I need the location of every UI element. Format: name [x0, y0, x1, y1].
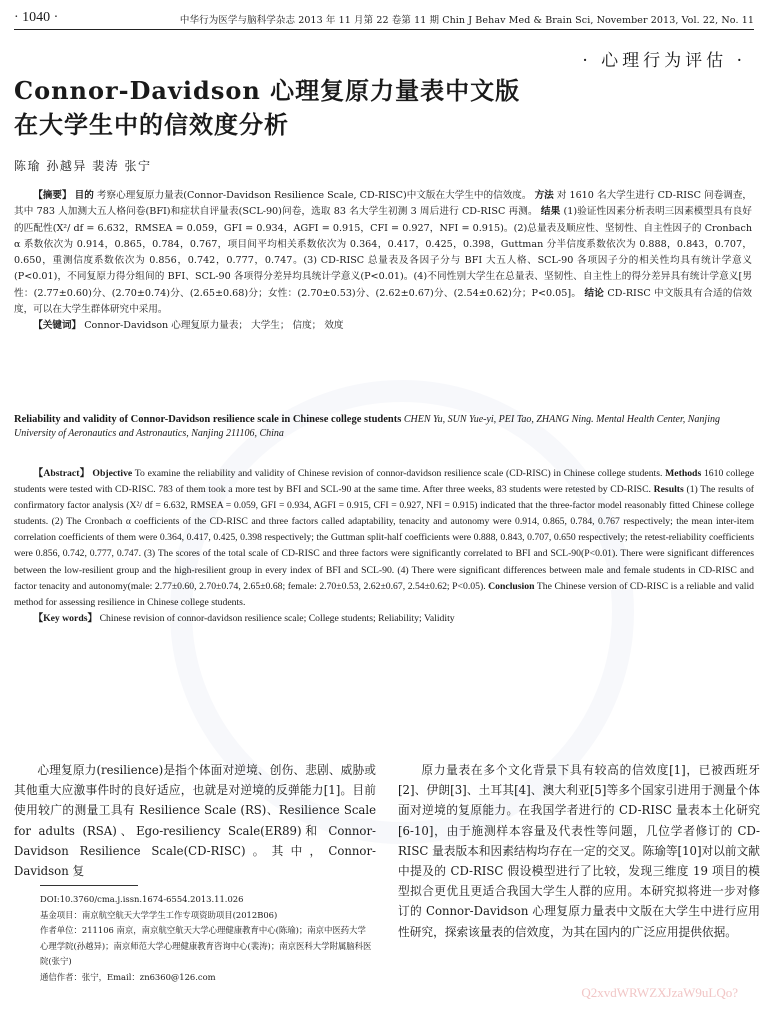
objective-label: 目的 — [74, 190, 94, 201]
en-results-label: Results — [653, 484, 684, 496]
en-keywords-label: 【Key words】 — [33, 612, 98, 624]
en-methods-text: 1610 college students were tested with CD-RISC. 783 of them took a more test by BFI and SCL-90 at the same time. After three weeks, 83 students were retested by CD-RISC. — [14, 468, 754, 496]
footnote-affiliations: 作者单位：211106 南京，南京航空航天大学心理健康教育中心(陈瑜)；南京中医药大学心理学院(孙越异)；南京师范大学心理健康教育咨询中心(裴涛)；南京医科大学附属脑科医院(张宁) — [40, 925, 372, 966]
english-abstract — [14, 466, 754, 627]
footnote-fund: 基金项目：南京航空航天大学学生工作专项资助项目(2012B06) — [40, 909, 278, 920]
abstract-label: 【摘要】 — [33, 190, 72, 201]
keywords-label: 【关键词】 — [33, 320, 82, 332]
english-keywords — [14, 611, 754, 627]
en-abstract-label: 【Abstract】 — [33, 468, 90, 479]
body-column-right — [398, 760, 760, 942]
footnotes — [40, 892, 374, 985]
results-label: 结果 — [540, 206, 561, 218]
conclusion-label: 结论 — [584, 287, 605, 299]
section-tag: · 心理行为评估 · — [582, 51, 746, 71]
en-conclusion-text: The Chinese version of CD-RISC is a reliable and valid method for assessing resilience in Chinese college students. — [14, 580, 754, 608]
en-conclusion-label: Conclusion — [488, 580, 535, 592]
english-affiliation: Mental Health Center, Nanjing University of Aeronautics and Astronautics, Nanjing 211106, China — [14, 414, 720, 439]
english-abstract-body — [14, 466, 754, 611]
authors: 陈瑜 孙越异 裴涛 张宁 — [14, 159, 152, 173]
chinese-abstract — [14, 188, 752, 335]
methods-text: 对 1610 名大学生进行 CD-RISC 问卷调查，其中 783 人加测大五人格问卷(BFI)和症状自评量表(SCL-90)问卷，选取 83 名大学生初测 3 周后进行 CD-RISC 再测。 — [14, 190, 753, 218]
abstract-body — [14, 188, 752, 318]
footnote-doi: DOI:10.3760/cma.j.issn.1674-6554.2013.11.026 — [40, 894, 244, 904]
footnote-divider — [40, 885, 138, 886]
intro-paragraph-1: 心理复原力(resilience)是指个体面对逆境、创伤、悲剧、威胁或其他重大应激事件时的良好适应，也就是对逆境的反弹能力[1]。目前使用较广的测量工具有 Resilience Scale (RS)、Resilience Scale for adults (RSA)、Ego-resiliency Scale(ER89)和 Connor-Davidson Resilience Scale(CD-RISC)。其中，Connor-Davidson 复 — [14, 763, 376, 879]
keywords — [14, 318, 752, 334]
objective-text: 考察心理复原力量表(Connor-Davidson Resilience Scale, CD-RISC)中文版在大学生中的信效度。 — [96, 190, 532, 201]
methods-label: 方法 — [534, 190, 554, 201]
journal-citation: 中华行为医学与脑科学杂志 2013 年 11 月第 22 卷第 11 期 Chin J Behav Med & Brain Sci, November 2013, Vol. 22, No. 11 — [179, 15, 754, 26]
english-authors: CHEN Yu, SUN Yue-yi, PEI Tao, ZHANG Ning. — [403, 414, 594, 425]
en-keywords-text: Chinese revision of connor-davidson resilience scale; College students; Reliability; Validity — [99, 612, 455, 624]
en-results-text: (1) The results of confirmatory factor analysis (X²/ df = 6.632, RMSEA = 0.059, GFI = 0.934, AGFI = 0.915, CFI = 0.927, NFI = 0.915) indicated that the three-factor model reasonably fitted Chinese college students. (2) The Cronbach α coefficients of the CD-RISC and three factors called adaptability, tenacity and autonomy were 0.914, 0.865, 0.784, 0.767 respectively; the mean inter-item correlation coefficients of them were 0.364, 0.417, 0.425, 0.398 respectively; the Guttman split-half coefficients were 0.888, 0.843, 0.707, 0.650 respectively; the retest-reliability coefficients were 0.856, 0.742, 0.777, 0.747. (3) The scores of the total scale of CD-RISC and three factors were significantly correlated to BFI and SCL-90(P<0.01). There were significant differences between the low-resilient group and the high-resilient group in every index of BFI and SCL-90. (4) There were significant differences between male and female students in CD-RISC and factor tenacity and autonomy(male: 2.77±0.60, 2.70±0.74, 2.65±0.68; female: 2.70±0.53, 2.62±0.67, 2.54±0.62; P<0.05). — [14, 484, 755, 592]
keywords-text: Connor-Davidson 心理复原力量表； 大学生； 信度； 效度 — [84, 320, 344, 332]
running-header — [14, 8, 754, 30]
english-title: Reliability and validity of Connor-Davidson resilience scale in Chinese college students — [14, 414, 402, 425]
watermark-code: Q2xvdWRWZXJzaW9uLQo? — [581, 985, 738, 1000]
en-methods-label: Methods — [665, 468, 702, 479]
title-line-2: 在大学生中的信效度分析 — [14, 110, 289, 139]
en-objective-text: To examine the reliability and validity of Chinese revision of connor-davidson resilience scale (CD-RISC) in Chinese college students. — [134, 468, 663, 479]
article-title — [14, 74, 574, 142]
title-line-1: Connor-Davidson 心理复原力量表中文版 — [14, 76, 521, 105]
en-objective-label: Objective — [92, 468, 133, 479]
conclusion-text: CD-RISC 中文版具有合适的信效度，可以在大学生群体研究中采用。 — [14, 287, 752, 316]
english-header — [14, 413, 754, 441]
intro-paragraph-2: 原力量表在多个文化背景下具有较高的信效度[1]，已被西班牙[2]、伊朗[3]、土耳其[4]、澳大利亚[5]等多个国家引进用于测量个体面对逆境的复原能力。在我国学者进行的 CD-RISC 量表本土化研究[6-10]，由于施测样本容量及代表性等问题，几位学者修订的 CD-RISC 量表版本和因素结构均存在一定的交叉。陈瑜等[10]对以前文献中提及的 CD-RISC 假设模型进行了比较，发现三维度 19 项目的模型拟合更优且更适合我国大学生人群的应用。本研究拟将进一步对修订的 Connor-Davidson 心理复原力量表中文版在大学生中进行应用性研究，探索该量表的信效度，为其在国内的广泛应用提供依据。 — [398, 763, 760, 939]
footnote-corresponding: 通信作者：张宁，Email：zn6360@126.com — [40, 971, 216, 982]
results-text: (1)验证性因素分析表明三因素模型具有良好的匹配性(X²/ df = 6.632，RMSEA = 0.059，GFI = 0.934，AGFI = 0.915，CFI = 0.927，NFI = 0.915)。(2)总量表及顺应性、坚韧性、自主性因子的 Cronbach α 系数依次为 0.914，0.865，0.784，0.767，项目间平均相关系数依次为 0.364，0.417，0.425，0.398，Guttman 分半信度系数依次为 0.888，0.843，0.707，0.650，重测信度系数依次为 0.856，0.742，0.777，0.747。(3) CD-RISC 总量表及各因子分与 BFI 大五人格、SCL-90 各项因子分的相关性均具有统计学意义(P<0.01)，不同复原力得分组间的 BFI、SCL-90 各项得分差异均具统计学意义(P<0.01)。(4)不同性别大学生在总量表、坚韧性、自主性上的得分差异具有统计学意义[男性：(2.77±0.60)分、(2.70±0.74)分、(2.65±0.68)分；女性：(2.70±0.53)分、(2.62±0.67)分、(2.54±0.62)分；P<0.05]。 — [14, 206, 752, 299]
page-number: · 1040 · — [14, 10, 59, 25]
body-column-left — [14, 760, 376, 881]
